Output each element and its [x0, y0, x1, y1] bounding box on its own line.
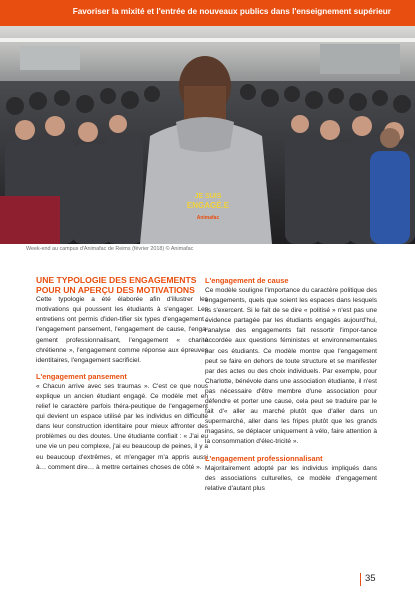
page-number: 35 [365, 573, 376, 584]
sweatshirt-text-2: ENGAGÉ.E [186, 201, 230, 210]
paragraph-engagement-professionnalisant: Majoritairement adopté par les individus impliqués dans des associations culturelles, ce modèle d'engagement relative d'autant plus [205, 464, 377, 492]
photo-caption: Week-end au campus d'Animafac de Reims (février 2018) © Animafac [26, 246, 194, 252]
paragraph-engagement-de-cause: Ce modèle souligne l'importance du caractère politique des engagements, quels que soient les espaces dans lesquels ils s'exercent. Si le fait de se dire « politisé » n'est pas une évidence partagée par les étudiants engagés aujourd'hui, l'analyse des engagements fait ressortir l'impor-tance accordée aux questions féministes et environnementales par ces étudiants. Ce modèle montre que l'engagement peut se faire en dehors de toute structure et se manifester par des actes ou des choix individuels. Par exemple, pour Charlotte, bénévole dans une association étudiante, il n'est pas nécessaire d'être membre d'une association pour défendre et porter une cause, cela peut se traduire par le fait d'« aller au marché plutôt que d'aller dans un supermarché, aller dans les fripes plutôt que les grands magasins, se déplacer uniquement à vélo, faire attention à la consommation d'élec-tricité ». [205, 287, 377, 446]
page-number-rule [360, 573, 361, 586]
running-header-title: Favoriser la mixité et l'entrée de nouveaux publics dans l'enseignement supérieur [72, 7, 391, 16]
paragraph-engagement-pansement: « Chacun arrive avec ses traumas ». C'est ce que nous explique un ancien étudiant engagé. Ce modèle met en relief le caractère parfois théra-peutique de l'engagement qui devient un espace utilisé par les individus en difficulté dans leur construction identitaire pour mieux affronter des problèmes ou des doutes. Une étudiante confiait : « J'ai eu une vie un peu complexe, j'ai eu beaucoup de peines, il y a eu beaucoup d'extrêmes, et m'engager m'a appris aussi à… comment dire… à mettre certaines choses de côté ». [36, 382, 208, 471]
subhead-engagement-de-cause: L'engagement de cause [205, 276, 289, 285]
crowd-photo [0, 26, 415, 244]
right-column [205, 276, 377, 494]
subhead-engagement-professionnalisant: L'engagement professionnalisant [205, 453, 323, 463]
subhead-engagement-pansement: L'engagement pansement [36, 371, 127, 381]
sweatshirt-text-3: Animafac [196, 215, 220, 221]
intro-paragraph: Cette typologie a été élaborée afin d'illustrer les motivations qui poussent les étudiants à s'engager. Les entretiens ont permis d'iden-tifier six types d'engagement : l'engagement pansement, l'engagement de cause, l'enga-gement professionnalisant, l'engagement « charité chrétienne », l'engagement comme réponse aux épreuves identitaires, l'engagement sacrificiel. [36, 296, 208, 364]
section-title: UNE TYPOLOGIE DES ENGAGEMENTS POUR UN APERÇU DES MOTIVATIONS [36, 275, 197, 295]
left-column [36, 276, 208, 473]
header-bar [0, 0, 415, 26]
sweatshirt-text-1: JE SUIS [194, 193, 222, 200]
